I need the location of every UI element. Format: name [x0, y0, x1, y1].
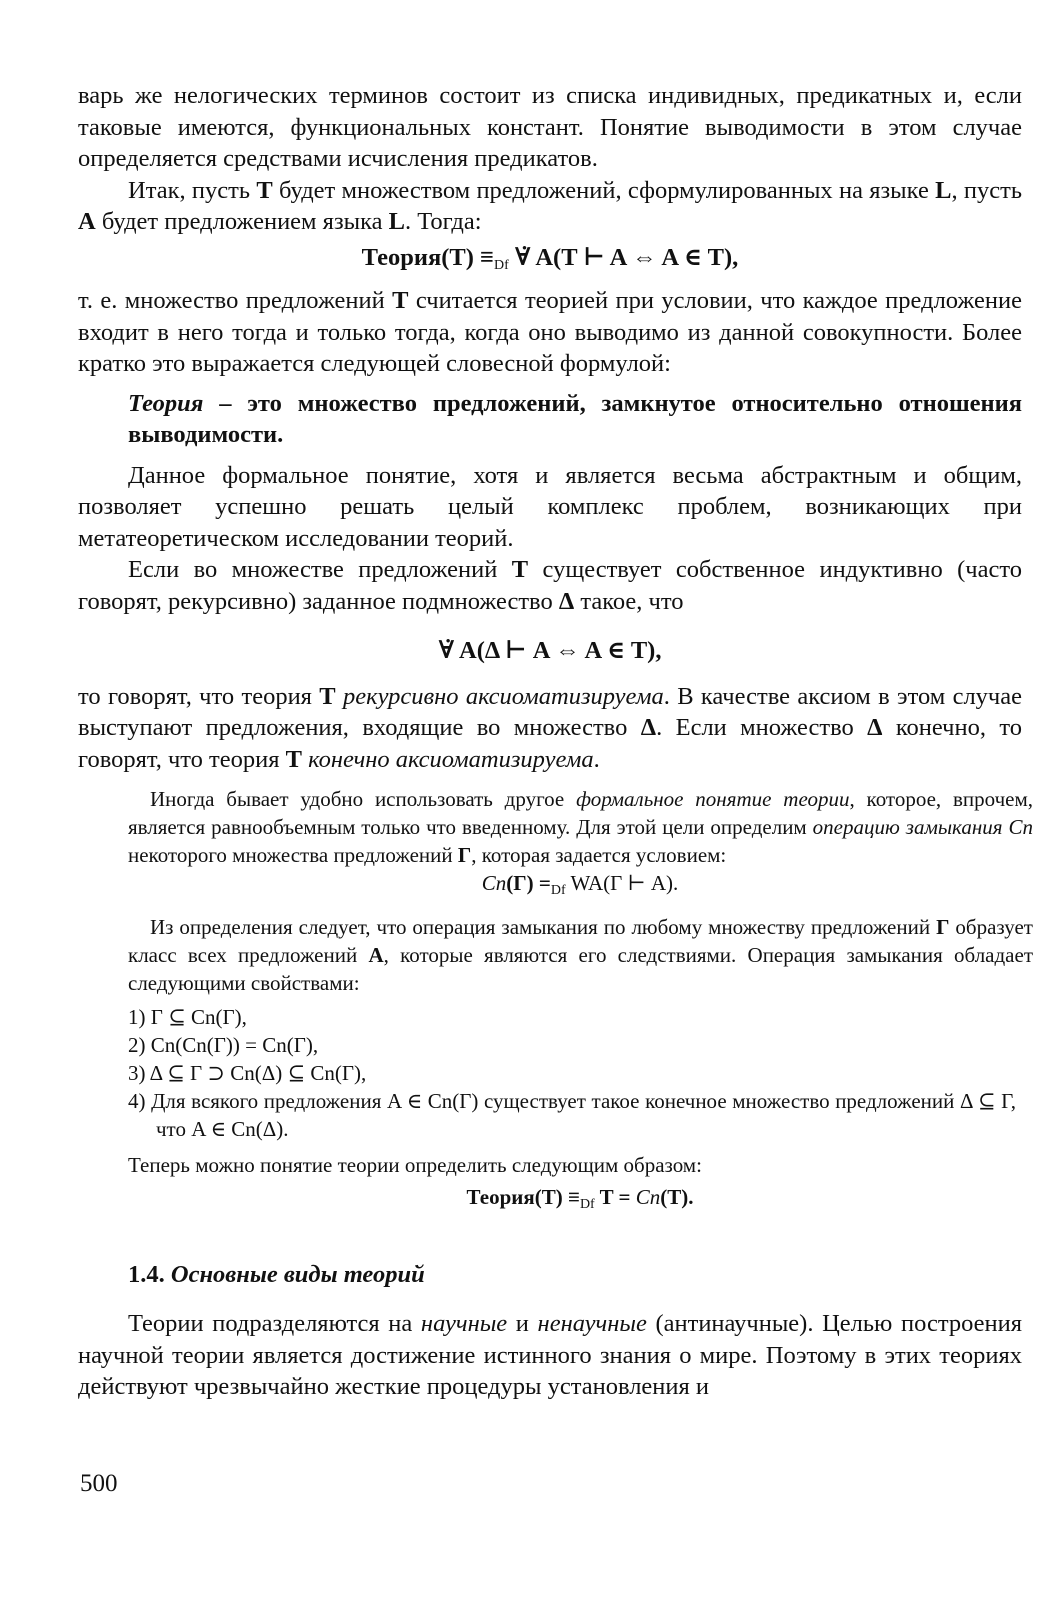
list-item: 1) Γ ⊆ Cn(Γ),: [128, 1005, 247, 1029]
symbol-delta: Δ: [558, 587, 575, 615]
italic-term: рекурсивно аксиоматизируема: [343, 682, 664, 710]
formula-recursive-axiomatization: [78, 635, 1022, 667]
paragraph-1: [78, 80, 1022, 175]
symbol-A: A: [368, 943, 384, 967]
italic-term: научные: [420, 1310, 508, 1337]
formula-cn: Cn: [481, 871, 507, 895]
page-content: [78, 80, 1033, 1403]
list-item: 4) Для всякого предложения A ∈ Cn(Γ) существует такое конечное множество предложений Δ ⊆ Γ, что A ∈ Cn(Δ).: [128, 1089, 1016, 1141]
text-span: , пусть: [951, 176, 1022, 204]
text-span: , которая задается условием:: [471, 843, 727, 867]
symbol-A: A: [78, 208, 96, 235]
italic-term: операцию замыкания Cn: [812, 815, 1033, 839]
symbol-L: L: [935, 176, 952, 204]
closure-properties-list: [78, 1003, 1022, 1143]
section-number: 1.4.: [128, 1261, 165, 1288]
symbol-gamma: Γ: [936, 915, 950, 939]
text-span: т. е. множество предложений: [78, 287, 393, 314]
formula-term: Теория: [466, 1185, 535, 1209]
italic-term: ненаучные: [537, 1310, 647, 1337]
small-print-block: [78, 785, 1033, 1219]
text-span: , которые являются его следствиями. Операция замыкания обладает следующими свойствами:: [128, 943, 1033, 995]
text-span: Данное формальное понятие, хотя и является весьма абстрактным и общим, позволяет успешно решать целый комплекс проблем, возникающих при метатеоретическом исследовании теорий.: [78, 461, 1022, 552]
formula-part: (Γ) =: [506, 871, 551, 895]
formula-df-subscript: Df: [493, 257, 509, 273]
italic-term: формальное понятие теории: [576, 787, 850, 811]
rule-text: – это множество предложений, замкнутое относительно отношения выводимости.: [128, 389, 1022, 448]
formula-part: (T) ≡: [441, 243, 494, 271]
formula-theory-definition: [78, 242, 1022, 282]
section-heading: [78, 1259, 1022, 1290]
text-span: .: [593, 745, 600, 773]
text-span: Теперь можно понятие теории определить следующим образом:: [128, 1153, 702, 1177]
text-span: существует собственное индуктивно (часто говорят, рекурсивно) заданное подмножество: [78, 556, 1023, 615]
text-span: считается теорией при условии, что каждое предложение входит в него тогда и только тогда, когда оно выводимо из данной совокупности. Более кратко это выражается следующей словесной формулой:: [78, 287, 1023, 377]
paragraph-6: [78, 681, 1022, 776]
paragraph-2: [78, 175, 1022, 238]
page-number: 500: [80, 1470, 118, 1497]
text-span: . В качестве аксиом в этом случае выступают предложения, входящие во множество: [78, 682, 1023, 741]
formula-part: (T).: [660, 1185, 694, 1209]
text-span: конечно, то говорят, что теория: [78, 714, 1022, 773]
text-span: некоторого множества предложений: [128, 843, 458, 867]
text-span: Иногда бывает удобно использовать другое: [150, 787, 577, 811]
text-span: будет предложением языка: [95, 208, 389, 235]
small-paragraph-1: [128, 785, 1033, 869]
symbol-T: T: [511, 556, 529, 583]
text-span: (антинаучные). Целью построения научной теории является достижение истинного знания о мире. Поэтому в этих теориях действуют чрезвычайно жесткие процедуры установления и: [78, 1310, 1022, 1400]
formula-part: WA(Γ ⊢ A).: [565, 871, 679, 895]
text-span: Из определения следует, что операция замыкания по любому множеству предложений: [150, 915, 937, 939]
italic-term: конечно аксиоматизируема: [308, 745, 594, 773]
rule-definition: [78, 388, 1022, 450]
list-item: 2) Cn(Cn(Γ)) = Cn(Γ),: [128, 1033, 319, 1057]
paragraph-5: [78, 554, 1022, 617]
formula-part: ∀̇ A(Δ ⊢ A ⇔ A ∈ T),: [438, 637, 662, 664]
text-span: и: [507, 1310, 538, 1337]
formula-part: ∀̇ A(T ⊢ A ⇔ A ∈ T),: [508, 243, 739, 271]
text-span: то говорят, что теория: [78, 682, 320, 710]
rule-term: Теория: [128, 389, 204, 417]
symbol-T: T: [256, 176, 273, 204]
formula-closure-operation: [78, 869, 1022, 905]
text-span: Итак, пусть: [128, 176, 257, 204]
formula-theory-closure: [78, 1183, 1022, 1219]
formula-part: (T) ≡: [534, 1185, 580, 1209]
symbol-T: T: [285, 745, 302, 773]
symbol-gamma: Γ: [457, 843, 472, 867]
symbol-L: L: [388, 208, 405, 235]
paragraph-3: [78, 285, 1022, 380]
section-title: Основные виды теорий: [164, 1261, 425, 1288]
paragraph-4: [78, 460, 1022, 555]
text-span: . Тогда:: [404, 208, 482, 235]
text-span: Теории подразделяются на: [128, 1310, 421, 1337]
list-item: 3) Δ ⊆ Γ ⊃ Cn(Δ) ⊆ Cn(Γ),: [128, 1061, 367, 1085]
text-line: если таковые имеются, функциональных констант. Понятие выводимости в этом: [78, 82, 1023, 141]
formula-cn: Cn: [635, 1185, 661, 1209]
small-paragraph-3: [128, 1151, 1033, 1179]
symbol-T: T: [319, 682, 336, 710]
text-line: случае определяется средствами исчисления предикатов.: [78, 113, 1022, 172]
symbol-delta: Δ: [867, 714, 883, 741]
symbol-delta: Δ: [640, 714, 657, 741]
text-line: варь же нелогических терминов состоит из списка индивидных, предикатных и,: [78, 82, 963, 109]
text-span: образует класс всех предложений: [128, 915, 1033, 967]
formula-df-subscript: Df: [579, 1197, 595, 1212]
formula-df-subscript: Df: [550, 883, 566, 898]
formula-part: T =: [594, 1185, 636, 1209]
text-span: такое, что: [574, 587, 684, 615]
text-span: будет множеством предложений, сформулированных на языке: [272, 176, 936, 204]
paragraph-7: [78, 1308, 1022, 1403]
formula-term: Теория: [361, 243, 442, 271]
symbol-T: T: [392, 287, 409, 314]
text-span: , которое, впрочем, является равнообъемным только что введенному. Для этой цели определим: [128, 787, 1033, 839]
text-span: . Если множество: [656, 714, 868, 741]
text-span: Если во множестве предложений: [128, 556, 512, 583]
small-paragraph-2: [128, 913, 1033, 997]
